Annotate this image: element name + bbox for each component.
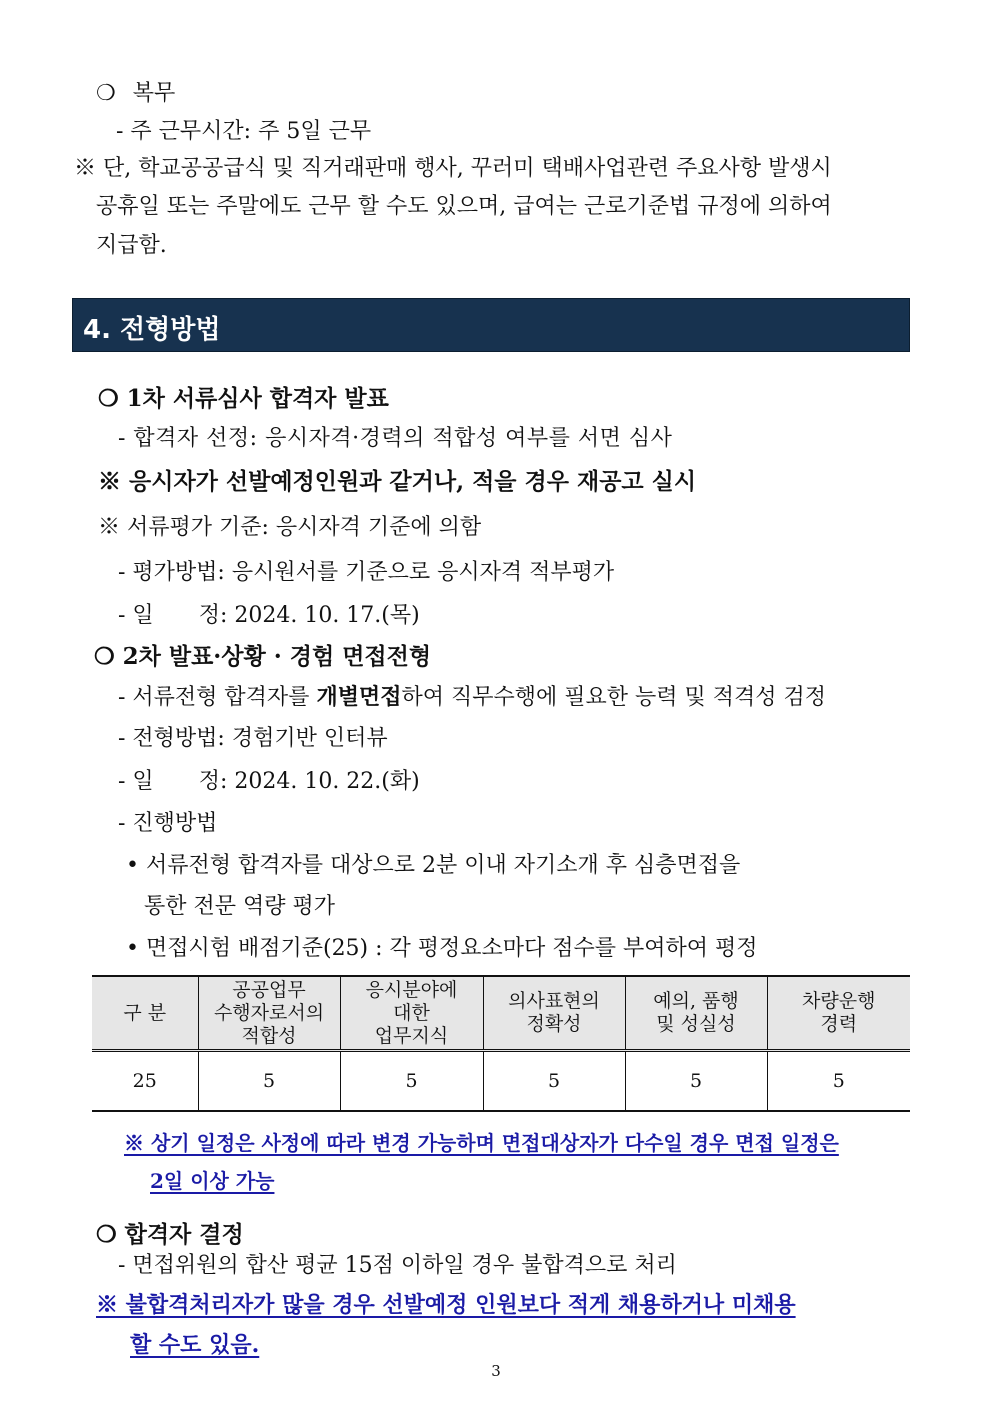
final-note-line1: ※ 불합격처리자가 많을 경우 선발예정 인원보다 적게 채용하거나 미채용 [96, 1292, 796, 1318]
page-number: 3 [491, 1362, 501, 1380]
first-round-date [118, 598, 420, 629]
score-header-expression [483, 976, 625, 1051]
score-header-job-knowledge [340, 976, 483, 1051]
score-value-expression: 5 [483, 1051, 625, 1112]
second-round-desc-post: 하여 직무수행에 필요한 능력 및 적격성 검정 [401, 685, 826, 710]
second-round-bullet2: • 면접시험 배점기준(25) : 각 평정요소마다 점수를 부여하여 평정 [126, 936, 758, 961]
header-line: 수행자로서의 [213, 1001, 325, 1024]
second-round-title: ❍ 2차 발표·상황 · 경험 면접전형 [94, 643, 432, 670]
score-header-category [92, 976, 198, 1051]
second-round-date-label: - 일 [118, 769, 154, 794]
score-header-manner [625, 976, 767, 1051]
score-value-public-fit: 5 [198, 1051, 340, 1112]
second-round-desc [118, 680, 826, 711]
work-title-label: 복무 [132, 81, 176, 106]
final-title: ❍ 합격자 결정 [96, 1221, 244, 1248]
section-header [72, 298, 910, 352]
header-line: 및 성실성 [656, 1013, 736, 1035]
second-round-desc-bold: 개별면접 [316, 684, 402, 710]
score-value-manner: 5 [625, 1051, 767, 1112]
header-line: 응시분야에 [365, 978, 458, 1001]
second-round-bullet1-line1: • 서류전형 합격자를 대상으로 2분 이내 자기소개 후 심층면접을 [126, 853, 741, 878]
first-round-date-value: 정: 2024. 10. 17.(목) [198, 603, 420, 628]
score-value-job-knowledge: 5 [340, 1051, 483, 1112]
work-hours: - 주 근무시간: 주 5일 근무 [116, 119, 372, 144]
first-round-selection: - 합격자 선정: 응시자격·경력의 적합성 여부를 서면 심사 [118, 426, 673, 451]
final-rule: - 면접위원의 합산 평균 15점 이하일 경우 불합격으로 처리 [118, 1253, 677, 1278]
circle-bullet-icon: ❍ [96, 81, 116, 106]
header-line: 예의, 품행 [653, 990, 739, 1012]
header-line: 차량운행 [802, 990, 876, 1012]
section-title: 4. 전형방법 [83, 315, 221, 345]
work-note-line2: 공휴일 또는 주말에도 근무 할 수도 있으며, 급여는 근로기준법 규정에 의하여 [96, 194, 832, 219]
schedule-note-line1: ※ 상기 일정은 사정에 따라 변경 가능하며 면접대상자가 다수일 경우 면접 일정은 [124, 1131, 839, 1155]
second-round-bullet1-line2: 통한 전문 역량 평가 [144, 894, 335, 919]
work-title [96, 76, 175, 107]
first-round-note-bold: ※ 응시자가 선발예정인원과 같거나, 적을 경우 재공고 실시 [98, 468, 697, 495]
first-round-date-label: - 일 [118, 603, 154, 628]
score-table-values-row [92, 1051, 910, 1112]
score-header-category-text: 구 분 [123, 1001, 167, 1024]
score-table [92, 975, 910, 1112]
header-line: 적합성 [241, 1024, 297, 1047]
header-line: 정확성 [526, 1013, 582, 1035]
header-line: 대한 [393, 1001, 430, 1024]
second-round-process: - 진행방법 [118, 811, 218, 836]
score-value-total: 25 [92, 1051, 198, 1112]
final-note-line2: 할 수도 있음. [130, 1332, 260, 1358]
second-round-date [118, 764, 420, 795]
second-round-method: - 전형방법: 경험기반 인터뷰 [118, 726, 388, 751]
first-round-title: ❍ 1차 서류심사 합격자 발표 [98, 385, 389, 412]
header-line: 의사표현의 [508, 990, 600, 1012]
work-note-line3: 지급함. [96, 233, 167, 258]
header-line: 업무지식 [374, 1024, 449, 1047]
header-line: 공공업무 [232, 978, 306, 1001]
score-header-driving [767, 976, 910, 1051]
first-round-method: - 평가방법: 응시원서를 기준으로 응시자격 적부평가 [118, 560, 615, 585]
second-round-desc-pre: - 서류전형 합격자를 [118, 685, 317, 710]
score-header-public-fit [198, 976, 340, 1051]
header-line: 경력 [820, 1013, 858, 1035]
score-value-driving: 5 [767, 1051, 910, 1112]
work-note-line1: ※ 단, 학교공공급식 및 직거래판매 행사, 꾸러미 택배사업관련 주요사항 발생시 [74, 156, 832, 181]
second-round-date-value: 정: 2024. 10. 22.(화) [198, 769, 420, 794]
schedule-note-line2: 2일 이상 가능 [150, 1169, 275, 1193]
first-round-criteria: ※ 서류평가 기준: 응시자격 기준에 의함 [98, 515, 482, 540]
score-table-header-row [92, 976, 910, 1051]
